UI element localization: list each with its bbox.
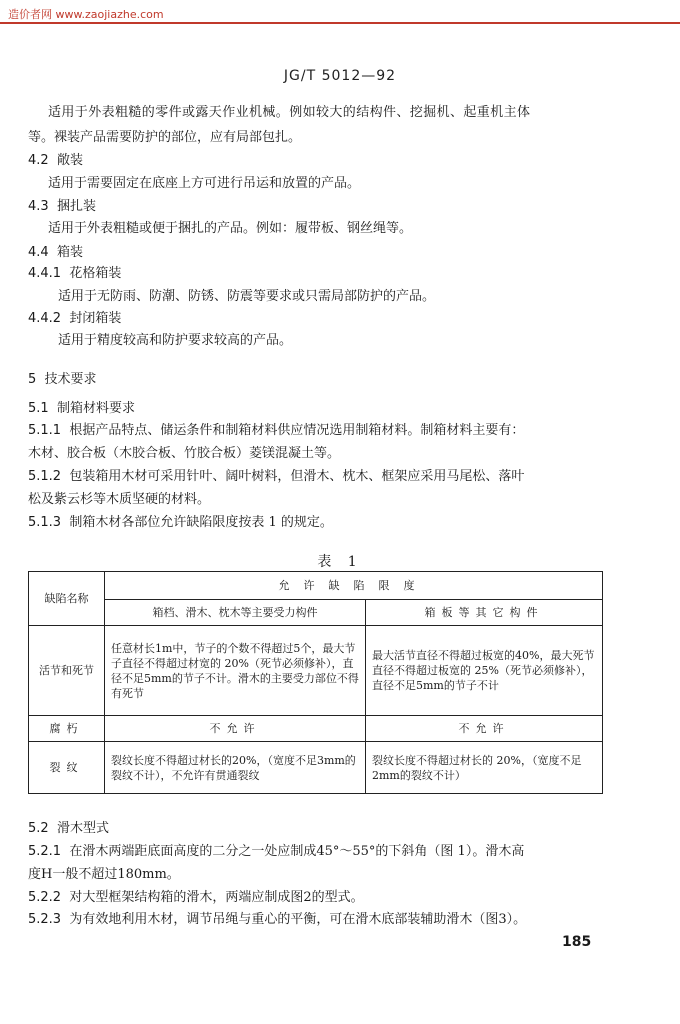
section-number: 4.4.1 (28, 266, 62, 281)
section-number: 5.2 (28, 821, 49, 836)
section-title: 花格箱装 (69, 266, 122, 281)
section-title: 封闭箱装 (69, 311, 122, 326)
cell-other: 最大活节直径不得超过板宽的40%，最大死节直径不得超过板宽的 25%（死节必须修补），直径不足5mm的节子不计 (366, 626, 603, 716)
section-title: 敞装 (56, 153, 83, 168)
section-number: 5.2.2 (28, 890, 62, 905)
section-4-4-1-heading (28, 265, 121, 283)
watermark-text: 造价者网 www.zaojiazhe.com (8, 8, 164, 21)
section-5-1-2-text2: 松及紫云杉等木质坚硬的材料。 (28, 492, 211, 507)
section-5-1-1-text (28, 422, 524, 440)
cell-other: 裂纹长度不得超过材长的 20%，（宽度不足2mm的裂纹不计） (366, 742, 603, 794)
section-number: 4.4 (28, 245, 49, 260)
section-number: 4.3 (28, 199, 49, 214)
para-line: 包装箱用木材可采用针叶、阔叶树料，但滑木、枕木、框架应采用马尾松、落叶 (69, 469, 525, 484)
cell-main: 裂纹长度不得超过材长的20%，（宽度不足3mm的裂纹不计），不允许有贯通裂纹 (105, 742, 366, 794)
defect-limits-table (28, 571, 603, 794)
section-5-1-1-text2: 木材、胶合板（木胶合板、竹胶合板）菱镁混凝土等。 (28, 446, 341, 461)
para-line: 对大型框架结构箱的滑木，两端应制成图2的型式。 (69, 890, 364, 905)
page-number: 185 (562, 934, 592, 950)
section-number: 4.4.2 (28, 311, 62, 326)
para-line: 为有效地利用木材，调节吊绳与重心的平衡，可在滑木底部装辅助滑木（图3）。 (69, 912, 527, 927)
section-title: 制箱材料要求 (56, 401, 135, 416)
header-allowed-limit: 允许缺陷限度 (105, 572, 603, 600)
header-defect-name: 缺陷名称 (29, 572, 105, 626)
section-4-4-2-heading (28, 310, 121, 328)
para-p1b: 等。裸装产品需要防护的部位，应有局部包扎。 (28, 130, 302, 145)
section-number: 5 (28, 372, 37, 387)
section-number: 5.2.1 (28, 844, 62, 859)
section-4-2-heading (28, 152, 83, 170)
section-4-4-heading (28, 244, 83, 262)
para-p1: 适用于外表粗糙的零件或露天作业机械。例如较大的结构件、挖掘机、起重机主体 (48, 105, 531, 120)
section-title: 技术要求 (44, 372, 97, 387)
watermark-rule (0, 22, 680, 24)
section-4-3-heading (28, 198, 96, 216)
section-5-2-1-text2: 度H一般不超过180mm。 (28, 867, 180, 882)
row-name: 裂纹 (29, 742, 105, 794)
header-other-members: 箱板等其它构件 (366, 600, 603, 626)
cell-main: 不允许 (105, 716, 366, 742)
section-5-2-heading (28, 820, 109, 838)
section-title: 捆扎装 (56, 199, 96, 214)
section-title: 箱装 (56, 245, 83, 260)
section-5-2-3-text (28, 911, 526, 929)
section-5-heading (28, 371, 97, 389)
section-4-4-2-text: 适用于精度较高和防护要求较高的产品。 (58, 333, 293, 348)
section-5-2-2-text (28, 889, 364, 907)
section-number: 5.1.1 (28, 423, 62, 438)
section-number: 5.1 (28, 401, 49, 416)
para-line: 根据产品特点、储运条件和制箱材料供应情况选用制箱材料。制箱材料主要有： (69, 423, 525, 438)
cell-other: 不允许 (366, 716, 603, 742)
section-4-2-text: 适用于需要固定在底座上方可进行吊运和放置的产品。 (48, 176, 361, 191)
header-main-members: 箱档、滑木、枕木等主要受力构件 (105, 600, 366, 626)
section-number: 5.1.2 (28, 469, 62, 484)
section-5-1-2-text (28, 468, 524, 486)
section-4-3-text: 适用于外表粗糙或便于捆扎的产品。例如：履带板、钢丝绳等。 (48, 221, 413, 236)
section-4-4-1-text: 适用于无防雨、防潮、防锈、防震等要求或只需局部防护的产品。 (58, 289, 436, 304)
section-number: 5.1.3 (28, 515, 62, 530)
section-title: 滑木型式 (56, 821, 109, 836)
table-row (29, 626, 603, 716)
section-5-2-1-text (28, 843, 524, 861)
para-line: 制箱木材各部位允许缺陷限度按表 1 的规定。 (69, 515, 333, 530)
section-5-1-heading (28, 400, 135, 418)
row-name: 腐朽 (29, 716, 105, 742)
table-row (29, 716, 603, 742)
section-number: 5.2.3 (28, 912, 62, 927)
table-title: 表 1 (317, 554, 363, 570)
table-row (29, 742, 603, 794)
row-name: 活节和死节 (29, 626, 105, 716)
standard-header: JG/T 5012—92 (283, 68, 397, 84)
para-line: 在滑木两端距底面高度的二分之一处应制成45°～55°的下斜角（图 1）。滑木高 (69, 844, 525, 859)
section-number: 4.2 (28, 153, 49, 168)
cell-main: 任意材长1m中，节子的个数不得超过5个，最大节子直径不得超过材宽的 20%（死节必须修补），直径不足5mm的节子不计。滑木的主要受力部位不得有死节 (105, 626, 366, 716)
section-5-1-3-text (28, 514, 333, 532)
